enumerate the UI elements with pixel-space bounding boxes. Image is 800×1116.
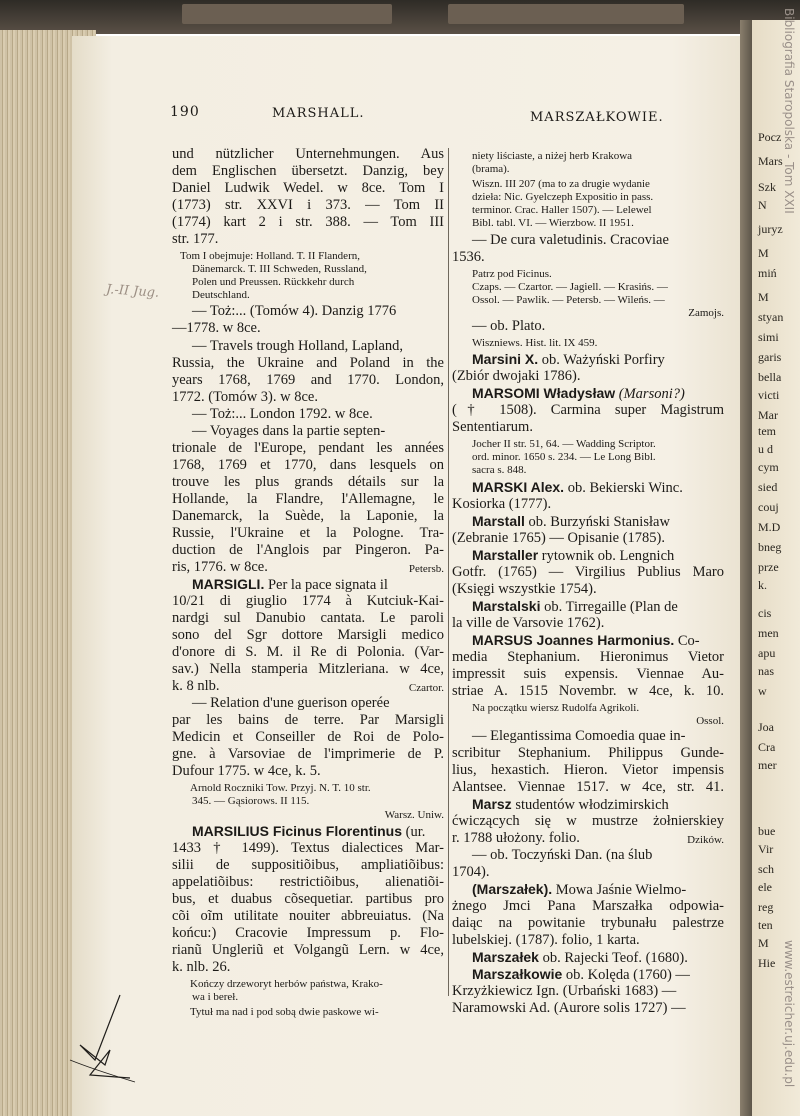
text-line: Krzyżkiewicz Ign. (Urbański 1683) — bbox=[452, 983, 677, 999]
facing-page-fragment: juryz bbox=[758, 222, 783, 236]
watermark-top: Bibliografia Staropolska - Tom XXII bbox=[782, 8, 796, 214]
facing-page-fragment: M bbox=[758, 290, 769, 304]
text-line: Hollande, la Flandre, l'Allemagne, le bbox=[172, 491, 444, 507]
text-line: lubelskiej. (1787). folio, 1 karta. bbox=[452, 932, 640, 948]
note-line: Arnold Roczniki Tow. Przyj. N. T. 10 str. bbox=[190, 782, 371, 794]
text-line: końcu:) Cracovie Impressum p. Flo- bbox=[172, 925, 444, 941]
entry-heading-line bbox=[472, 547, 674, 565]
text-line: sono del Sgr dottore Marsigli medico bbox=[172, 627, 444, 643]
entry-text: ob. Rajecki Teof. (1680). bbox=[538, 950, 688, 966]
library-sigla: Warsz. Uniw. bbox=[384, 809, 444, 821]
facing-page-fragment: apu bbox=[758, 646, 776, 660]
facing-page-fragment: N bbox=[758, 198, 767, 212]
entry-heading: Marsz bbox=[472, 796, 512, 812]
text-line: (Zebranie 1765) — Opisanie (1785). bbox=[452, 530, 666, 546]
text-line: — De cura valetudinis. Cracoviae bbox=[472, 232, 669, 248]
entry-heading: Marsini X. bbox=[472, 351, 539, 367]
text-line: (Zbiór dwojaki 1786). bbox=[452, 368, 581, 384]
facing-page-fragment: garis bbox=[758, 350, 782, 364]
facing-page-fragment: Mar bbox=[758, 408, 778, 422]
text-line: — Relation d'une guerison operée bbox=[192, 695, 390, 711]
entry-heading-line bbox=[192, 576, 388, 594]
entry-text: ob. Tirregaille (Plan de bbox=[540, 599, 678, 615]
text-line: striae A. 1515 Novembr. w 4ce, k. 10. bbox=[452, 683, 724, 699]
text-line: ćwiczących się w mustrze żołnierskiey bbox=[452, 813, 724, 829]
text-line: 1536. bbox=[452, 249, 485, 265]
text-line: years 1768, 1769 and 1770. London, bbox=[172, 372, 444, 388]
facing-page-fragment: tem bbox=[758, 424, 776, 438]
facing-page-fragment: cis bbox=[758, 606, 772, 620]
entry-text: studentów włodzimirskich bbox=[511, 797, 669, 813]
left-running-title: MARSHALL. bbox=[272, 106, 365, 121]
facing-page-fragment: styan bbox=[758, 310, 784, 324]
note-line: terminor. Crac. Haller 1507). — Lelewel bbox=[472, 204, 652, 216]
note-line: Dänemarck. T. III Schweden, Russland, bbox=[192, 263, 367, 275]
note-line: Czaps. — Czartor. — Jagiell. — Krasińs. — bbox=[472, 281, 668, 293]
facing-page-fragment: M.D bbox=[758, 520, 781, 534]
text-line: rianũ Ungleriũ et Volgangũ Lern. w 4ce, bbox=[172, 942, 444, 958]
entry-text: (ur. bbox=[402, 824, 426, 840]
note-line: 345. — Gąsiorows. II 115. bbox=[192, 795, 310, 807]
facing-page-fragment: Vir bbox=[758, 842, 774, 856]
text-line: — Voyages dans la partie septen- bbox=[192, 423, 386, 439]
facing-page-fragment: ele bbox=[758, 880, 772, 894]
note-line: wa i bereł. bbox=[192, 991, 239, 1003]
signature-mark bbox=[50, 990, 140, 1090]
text-line: († 1508). Carmina super Magistrum bbox=[452, 402, 724, 418]
facing-page-fragment: couj bbox=[758, 500, 779, 514]
entry-heading-line bbox=[472, 513, 670, 531]
library-sigla: Ossol. bbox=[696, 715, 724, 727]
entry-heading-line bbox=[472, 385, 685, 403]
facing-page-fragment: w bbox=[758, 684, 767, 698]
entry-text: (Marsoni?) bbox=[615, 386, 685, 402]
facing-page-fragment: simi bbox=[758, 330, 779, 344]
facing-page-fragment: mer bbox=[758, 758, 777, 772]
text-line: — Travels trough Holland, Lapland, bbox=[192, 338, 404, 354]
facing-page-fragment: victi bbox=[758, 388, 780, 402]
facing-page-fragment: Hie bbox=[758, 956, 776, 970]
note-line: dzieła: Nic. Gyelczeph Expositio in pass. bbox=[472, 191, 654, 203]
facing-page-fragment: Joa bbox=[758, 720, 774, 734]
text-line: silii de suppositiõibus, ampliatiõibus: bbox=[172, 857, 444, 873]
entry-heading: Marszałek bbox=[472, 949, 539, 965]
text-line: —1778. w 8ce. bbox=[172, 320, 261, 336]
note-line: Jocher II str. 51, 64. — Wadding Scriptor. bbox=[472, 438, 656, 450]
text-line: Danemarck, la Suède, la Laponie, la bbox=[172, 508, 444, 524]
facing-page-fragment: ten bbox=[758, 918, 773, 932]
text-line: Medicin et Conseiller de Roi de Polo- bbox=[172, 729, 444, 745]
text-line: 1768, 1769 et 1770, dans lesquels on bbox=[172, 457, 444, 473]
page-number: 190 bbox=[170, 104, 200, 120]
facing-page-fragment: sch bbox=[758, 862, 774, 876]
entry-text: ob. Bekierski Winc. bbox=[564, 480, 683, 496]
text-line: cõi oĩm utilitate nouiter abbreuiatus. (Na bbox=[172, 908, 444, 924]
entry-text: ob. Kolęda (1760) — bbox=[562, 967, 690, 983]
text-line: duction de l'Anglois par Pingeron. Pa- bbox=[172, 542, 444, 558]
entry-heading-line bbox=[472, 949, 688, 967]
entry-text: Mowa Jaśnie Wielmo- bbox=[552, 882, 687, 898]
text-line: gne. à Varsoviae de l'imprimerie de P. bbox=[172, 746, 444, 762]
text-line: r. 1788 ułożony. folio. bbox=[452, 830, 580, 846]
entry-heading: (Marszałek). bbox=[472, 881, 553, 897]
text-line: — Toż:... (Tomów 4). Danzig 1776 bbox=[192, 303, 397, 319]
text-line: la ville de Varsovie 1762). bbox=[452, 615, 605, 631]
text-line: Russia, the Ukraine and Poland in the bbox=[172, 355, 444, 371]
entry-heading: MARSOMI Władysław bbox=[472, 385, 616, 401]
text-line: dem Englischen übersetzt. Danzig, bey bbox=[172, 163, 444, 179]
note-line: Kończy drzeworyt herbów państwa, Krako- bbox=[190, 978, 383, 990]
note-line: Wiszn. III 207 (ma to za drugie wydanie bbox=[472, 178, 650, 190]
library-sigla: Czartor. bbox=[408, 682, 444, 694]
entry-heading-line bbox=[472, 598, 678, 616]
note-line: Patrz pod Ficinus. bbox=[472, 268, 552, 280]
book-cover-corner-left bbox=[182, 4, 392, 24]
text-line: — Toż:... London 1792. w 8ce. bbox=[192, 406, 373, 422]
facing-page-fragment: bella bbox=[758, 370, 782, 384]
facing-page-fragment: Mars bbox=[758, 154, 783, 168]
text-line: media Stephanium. Hieronimus Vietor bbox=[452, 649, 724, 665]
entry-text: Per la pace signata il bbox=[264, 577, 388, 593]
watermark-bottom: www.estreicher.uj.edu.pl bbox=[782, 940, 796, 1088]
text-line: 10/21 di giuglio 1774 à Kutciuk-Kai- bbox=[172, 593, 444, 609]
text-line: daiąc na powitanie trybunału palestrze bbox=[452, 915, 724, 931]
text-line: — Elegantissima Comoedia quae in- bbox=[472, 728, 686, 744]
text-line: żnego Jmci Pana Marszałka odpowia- bbox=[452, 898, 724, 914]
text-line: — ob. Toczyński Dan. (na ślub bbox=[472, 847, 653, 863]
entry-heading-line bbox=[472, 479, 683, 497]
text-line: sav.) Nella stamperia Mitzleriana. w 4ce, bbox=[172, 661, 444, 677]
note-line: Tytuł ma nad i pod sobą dwie paskowe wi- bbox=[190, 1006, 379, 1018]
entry-text: ob. Ważyński Porfiry bbox=[538, 352, 665, 368]
entry-heading: MARSKI Alex. bbox=[472, 479, 565, 495]
text-line: (Księgi wszystkie 1754). bbox=[452, 581, 597, 597]
entry-text: Co- bbox=[674, 633, 700, 649]
facing-page-fragment: prze bbox=[758, 560, 779, 574]
note-line: Ossol. — Pawlik. — Petersb. — Wileńs. — bbox=[472, 294, 665, 306]
library-sigla: Dzików. bbox=[687, 834, 724, 846]
entry-heading: MARSUS Joannes Harmonius. bbox=[472, 632, 675, 648]
facing-page-fragment: bneg bbox=[758, 540, 782, 554]
facing-page-fragment: sied bbox=[758, 480, 778, 494]
text-line: trouve les plus grands détails sur la bbox=[172, 474, 444, 490]
text-line: (1773) str. XXVI i 373. — Tom II bbox=[172, 197, 444, 213]
text-line: Russie, l'Ukraine et la Pologne. Tra- bbox=[172, 525, 444, 541]
text-line: 1772. (Tomów 3). w 8ce. bbox=[172, 389, 318, 405]
library-sigla: Zamojs. bbox=[688, 307, 724, 319]
text-line: ris, 1776. w 8ce. bbox=[172, 559, 268, 575]
entry-heading-line bbox=[472, 881, 686, 899]
facing-page-fragment: Szk bbox=[758, 180, 776, 194]
facing-page-fragment: men bbox=[758, 626, 779, 640]
note-line: Na początku wiersz Rudolfa Agrikoli. bbox=[472, 702, 640, 714]
facing-page-fragment: Cra bbox=[758, 740, 776, 754]
entry-heading: Marstaller bbox=[472, 547, 539, 563]
facing-page-fragment: k. bbox=[758, 578, 767, 592]
facing-page-fragment: u d bbox=[758, 442, 773, 456]
text-line: (1774) kart 2 i str. 388. — Tom III bbox=[172, 214, 444, 230]
entry-heading-line bbox=[472, 796, 669, 814]
facing-page-fragment: bue bbox=[758, 824, 776, 838]
entry-text: ob. Burzyński Stanisław bbox=[524, 514, 670, 530]
column-divider bbox=[448, 148, 449, 996]
note-line: Wiszniews. Hist. lit. IX 459. bbox=[472, 337, 598, 349]
entry-heading-line bbox=[472, 351, 665, 369]
facing-page-fragment: reg bbox=[758, 900, 774, 914]
note-line: Tom I obejmuje: Holland. T. II Flandern, bbox=[180, 250, 360, 262]
text-line: appelatiõibus: restrictiõibus, alienatiõi- bbox=[172, 874, 444, 890]
note-line: (brama). bbox=[472, 163, 510, 175]
facing-page-fragment: Pocz bbox=[758, 130, 782, 144]
text-line: — ob. Plato. bbox=[472, 318, 546, 334]
text-line: lius, hexastich. Hieron. Vietor impensis bbox=[452, 762, 724, 778]
text-line: 1433 † 1499). Textus dialectices Mar- bbox=[172, 840, 444, 856]
entry-heading: Marstalski bbox=[472, 598, 541, 614]
text-line: nardgi sul Danubio cantata. Le paroli bbox=[172, 610, 444, 626]
text-line: Sententiarum. bbox=[452, 419, 533, 435]
note-line: ord. minor. 1650 s. 234. — Le Long Bibl. bbox=[472, 451, 656, 463]
text-line: scribitur Stephanium. Philippus Gunde- bbox=[452, 745, 724, 761]
text-line: bus, et duabus cõsequetiar. partibus pro bbox=[172, 891, 444, 907]
text-line: trionale de l'Europe, pendant les années bbox=[172, 440, 444, 456]
entry-heading: Marszałkowie bbox=[472, 966, 563, 982]
note-line: Deutschland. bbox=[192, 289, 250, 301]
library-sigla: Petersb. bbox=[408, 563, 444, 575]
text-line: str. 177. bbox=[172, 231, 219, 247]
facing-page-fragment: M bbox=[758, 246, 769, 260]
entry-heading: MARSIGLI. bbox=[192, 576, 265, 592]
text-line: par les bains de terre. Par Marsigli bbox=[172, 712, 444, 728]
text-line: k. 8 nlb. bbox=[172, 678, 220, 694]
facing-page-fragment: nas bbox=[758, 664, 774, 678]
entry-heading: MARSILIUS Ficinus Florentinus bbox=[192, 823, 403, 839]
text-line: d'onore di S. M. il Re di Polonia. (Var- bbox=[172, 644, 444, 660]
text-line: Gotfr. (1765) — Virgilius Publius Maro bbox=[452, 564, 724, 580]
text-line: Kosiorka (1777). bbox=[452, 496, 552, 512]
entry-heading-line bbox=[192, 823, 425, 841]
note-line: niety liściaste, a niżej herb Krakowa bbox=[472, 150, 633, 162]
note-line: Bibl. tabl. VI. — Wierzbow. II 1951. bbox=[472, 217, 634, 229]
entry-text: rytownik ob. Lengnich bbox=[538, 548, 675, 564]
text-line: impressit suis expensis. Viennae Au- bbox=[452, 666, 724, 682]
text-line: Daniel Ludwik Wedel. w 8ce. Tom I bbox=[172, 180, 444, 196]
book-cover-corner-right bbox=[448, 4, 684, 24]
running-head bbox=[170, 104, 664, 125]
entry-heading-line bbox=[472, 966, 690, 984]
text-line: k. nlb. 26. bbox=[172, 959, 231, 975]
entry-heading: Marstall bbox=[472, 513, 525, 529]
handwritten-margin-note: J.-II Jug. bbox=[105, 282, 160, 301]
text-line: Dufour 1775. w 4ce, k. 5. bbox=[172, 763, 321, 779]
text-line: 1704). bbox=[452, 864, 490, 880]
facing-page-fragment: cym bbox=[758, 460, 779, 474]
right-running-title: MARSZAŁKOWIE. bbox=[530, 110, 664, 125]
note-line: sacra s. 848. bbox=[472, 464, 527, 476]
text-line: Naramowski Ad. (Aurore solis 1727) — bbox=[452, 1000, 686, 1016]
facing-page-fragment: M bbox=[758, 936, 769, 950]
text-line: und nützlicher Unternehmungen. Aus bbox=[172, 146, 444, 162]
text-line: Alantsee. Viennae 1517. w 4ce, str. 41. bbox=[452, 779, 724, 795]
entry-heading-line bbox=[472, 632, 700, 650]
facing-page-fragment: miń bbox=[758, 266, 777, 280]
note-line: Polen und Preussen. Rückkehr durch bbox=[192, 276, 355, 288]
